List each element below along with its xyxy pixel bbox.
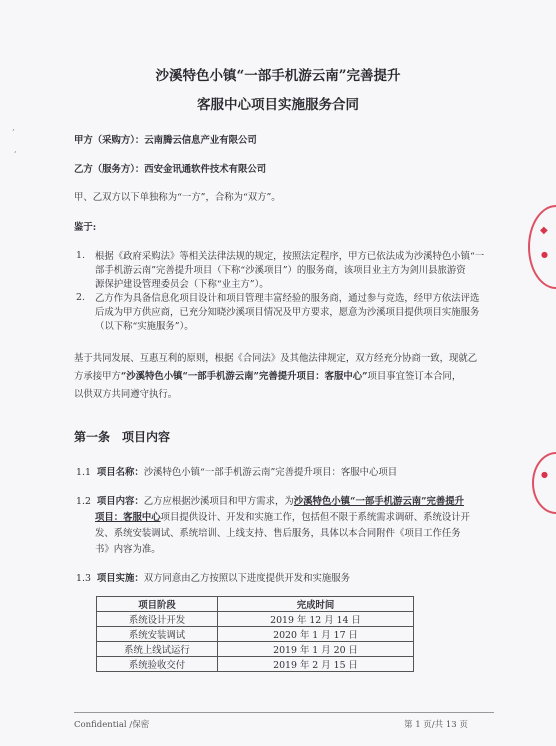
- clause-1-3: [76, 572, 350, 585]
- company-seal-partial: ●: [541, 470, 548, 479]
- whereas-item-1-num: 1.: [76, 250, 85, 261]
- party-note: 甲、乙双方以下单独称为“一方”，合称为“双方”。: [74, 192, 281, 203]
- whereas-item-1-line-1: 根据《政府采购法》等相关法律法规的规定，按照法定程序，甲方已依法成为沙溪特色小镇“一: [95, 251, 485, 262]
- company-seal-partial: ●: [541, 250, 548, 259]
- preamble-line-1: 基于共同发展、互惠互利的原则，根据《合同法》及其他法律规定，双方经充分协商一致，现就乙: [74, 353, 478, 364]
- clause-1-2-line-2-rest: 项目提供设计、开发和实施工作，包括但不限于系统需求调研、系统设计开: [160, 512, 471, 523]
- schedule-date: 2020 年 1 月 17 日: [218, 627, 414, 642]
- schedule-date: 2019 年 1 月 20 日: [218, 642, 414, 657]
- whereas-item-2-line-1: 乙方作为具备信息化项目设计和项目管理丰富经验的服务商，通过参与竞选，经甲方依法评选: [95, 293, 480, 304]
- clause-1-2-line-3: 发、系统安装调试、系统培训、上线支持、售后服务，具体以本合同附件《项目工作任务: [95, 528, 461, 539]
- preamble-project-name: “沙溪特色小镇“一部手机游云南”完善提升项目：客服中心”: [120, 371, 368, 382]
- schedule-phase: 系统安装调试: [97, 627, 218, 642]
- whereas-item-1-line-3: 源保护建设管理委员会（下称“业主方”）。: [95, 279, 269, 290]
- clause-1-1: [76, 466, 397, 479]
- preamble-line-3: 以供双方共同遵守执行。: [74, 389, 178, 400]
- clause-1-1-label: 项目名称：: [96, 467, 144, 478]
- company-seal-partial: [528, 205, 556, 289]
- table-row: [97, 612, 414, 627]
- whereas-heading: 鉴于:: [74, 222, 97, 233]
- clause-1-2-line-2: [95, 511, 470, 524]
- schedule-date: 2019 年 2 月 15 日: [218, 657, 414, 672]
- schedule-header-date: 完成时间: [218, 597, 414, 612]
- clause-1-2-underlined: 沙溪特色小镇“一部手机游云南”完善提升: [293, 496, 464, 507]
- schedule-date: 2019 年 12 月 14 日: [218, 612, 414, 627]
- title-line-2: 客服中心项目实施服务合同: [197, 97, 359, 113]
- whereas-item-2-line-2: 后成为甲方供应商，已充分知晓沙溪项目情况及甲方要求，愿意为沙溪项目提供项目实施服务: [95, 307, 480, 318]
- table-row: [97, 642, 414, 657]
- clause-1-2-line-1: [76, 495, 464, 508]
- clause-1-1-num: 1.1: [76, 467, 91, 478]
- article-1-heading: 第一条 项目内容: [74, 430, 171, 444]
- schedule-table: [96, 596, 414, 672]
- schedule-phase: 系统上线试运行: [97, 642, 218, 657]
- table-row: [97, 657, 414, 672]
- clause-1-2-line-4: 书》内容为准。: [95, 544, 161, 555]
- clause-1-2-label: 项目内容：: [96, 496, 144, 507]
- schedule-header-row: [97, 597, 414, 612]
- footer-confidential: Confidential /保密: [74, 720, 150, 730]
- schedule-phase: 系统验收交付: [97, 657, 218, 672]
- party-a: 甲方（采购方）：云南腾云信息产业有限公司: [74, 135, 257, 146]
- clause-1-3-num: 1.3: [76, 573, 91, 584]
- whereas-item-2-line-3: （以下称“实施服务”）。: [95, 321, 194, 332]
- clause-1-2-num: 1.2: [76, 496, 91, 507]
- schedule-phase: 系统设计开发: [97, 612, 218, 627]
- clause-1-3-label: 项目实施：: [96, 573, 144, 584]
- clause-1-2-text-pre: 乙方应根据沙溪项目和甲方需求，为: [143, 496, 294, 507]
- whereas-item-2-num: 2.: [76, 292, 85, 303]
- clause-1-1-text: 沙溪特色小镇“一部手机游云南”完善提升项目：客服中心项目: [143, 467, 398, 478]
- clause-1-2-line-2-underlined: 项目：客服中心: [95, 512, 161, 523]
- scan-mark: ‘: [14, 150, 17, 159]
- clause-1-3-text: 双方同意由乙方按照以下进度提供开发和实施服务: [143, 573, 351, 584]
- footer-page-number: 第 1 页/共 13 页: [404, 720, 468, 730]
- preamble-line-2-pre: 方承接甲方: [74, 371, 121, 382]
- schedule-header-phase: 项目阶段: [97, 597, 218, 612]
- footer-rule: [74, 712, 494, 713]
- table-row: [97, 627, 414, 642]
- party-b: 乙方（服务方）：西安金讯通软件技术有限公司: [74, 164, 267, 175]
- company-seal-partial: [532, 452, 556, 514]
- whereas-item-1-line-2: 部手机游云南”完善提升项目（下称“沙溪项目”）的服务商，该项目业主方为剑川县旅游资: [95, 265, 466, 276]
- title-line-1: 沙溪特色小镇“一部手机游云南”完善提升: [155, 68, 401, 84]
- preamble-line-2: [74, 370, 461, 383]
- preamble-line-2-post: 项目事宜签订本合同，: [367, 371, 462, 382]
- company-seal-partial: ◆: [540, 225, 548, 236]
- scan-mark: ’: [12, 128, 15, 137]
